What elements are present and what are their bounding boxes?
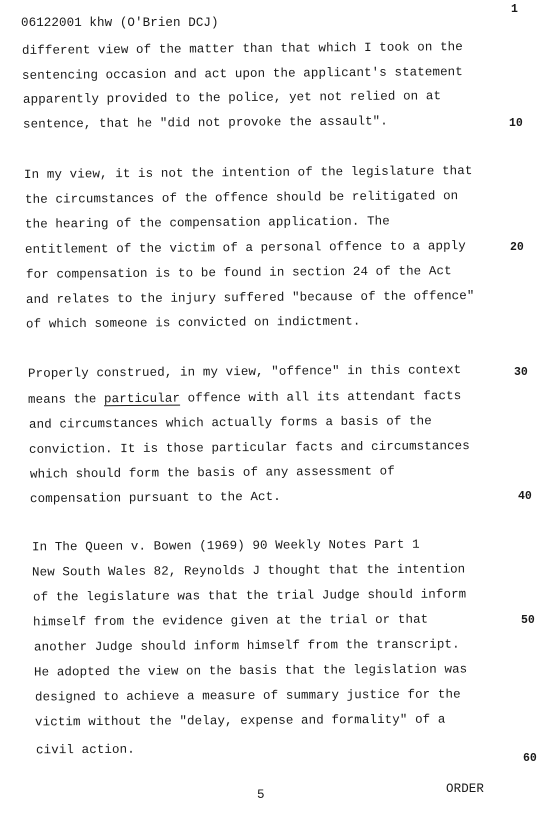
line-number-50: 50 [521, 614, 535, 627]
text-line: In my view, it is not the intention of the legislature that [23, 164, 473, 182]
line-number-20: 20 [510, 241, 524, 254]
document-reference: 06122001 khw (O'Brien DCJ) [21, 16, 219, 30]
text-line: different view of the matter than that which I took on the [21, 40, 463, 58]
line-number-30: 30 [514, 366, 528, 379]
text-line: apparently provided to the police, yet not relied on at [22, 89, 442, 107]
text-line: and relates to the injury suffered "because of the offence" [25, 289, 475, 307]
emphasized-word: particular [103, 391, 181, 407]
text-line: which should form the basis of any assessment of [29, 464, 395, 482]
line-number-60: 60 [523, 752, 537, 765]
page-corner-number: 1 [511, 3, 518, 16]
text-line: the circumstances of the offence should be relitigated on [24, 189, 459, 207]
text-line: He adopted the view on the basis that the legislation was [33, 662, 468, 680]
text-line: of the legislature was that the trial Judge should inform [32, 587, 467, 605]
page-number: 5 [257, 788, 265, 802]
text-line: sentencing occasion and act upon the applicant's statement [21, 65, 463, 83]
text-line: designed to achieve a measure of summary justice for the [34, 687, 461, 705]
text-line: for compensation is to be found in section 24 of the Act [25, 264, 452, 282]
text-line: In The Queen v. Bowen (1969) 90 Weekly Notes Part 1 [31, 537, 420, 555]
text-line: of which someone is convicted on indictment. [25, 314, 361, 332]
line-number-10: 10 [509, 117, 523, 130]
line-segment: means the [27, 392, 105, 407]
text-line: entitlement of the victim of a personal offence to a apply [24, 239, 466, 257]
text-line [28, 389, 461, 407]
line-number-40: 40 [518, 490, 532, 503]
text-line: civil action. [35, 742, 135, 758]
text-line: himself from the evidence given at the trial or that [32, 612, 429, 630]
text-line: the hearing of the compensation application. The [24, 214, 390, 232]
text-line: compensation pursuant to the Act. [29, 489, 281, 507]
text-line: Properly construed, in my view, "offence" in this context [27, 363, 462, 381]
text-line: another Judge should inform himself from the transcript. [33, 637, 460, 655]
text-line: conviction. It is those particular facts and circumstances [28, 439, 470, 457]
text-line: New South Wales 82, Reynolds J thought that the intention [31, 562, 466, 580]
text-line: sentence, that he "did not provoke the assault". [22, 114, 388, 132]
text-line: victim without the "delay, expense and formality" of a [34, 712, 446, 730]
text-line: and circumstances which actually forms a basis of the [28, 414, 432, 432]
line-segment: offence with all its attendant facts [179, 389, 462, 406]
order-label: ORDER [446, 782, 485, 796]
